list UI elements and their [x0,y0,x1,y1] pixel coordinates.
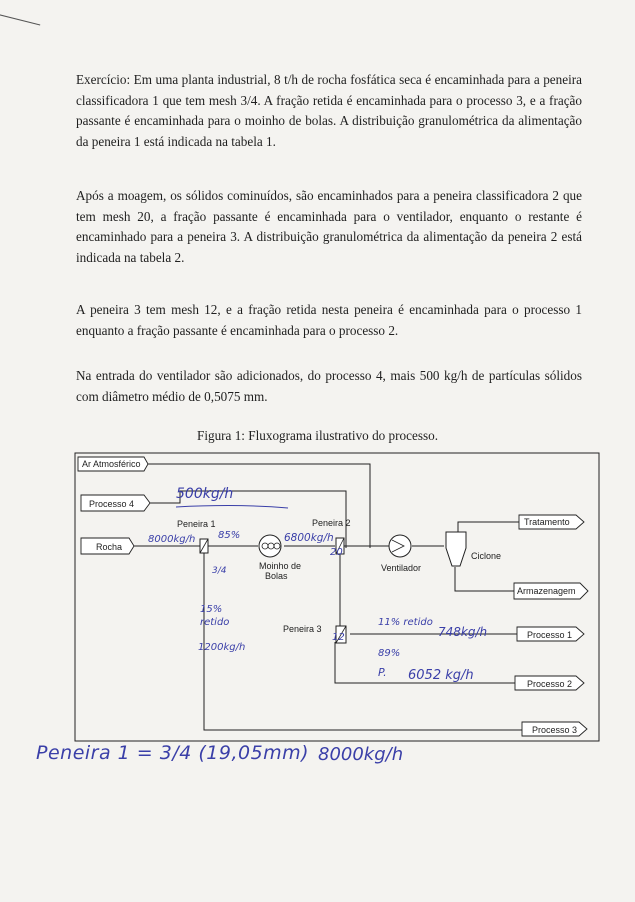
rocha-label: Rocha [96,542,123,552]
page-corner-line [0,0,44,25]
paragraph-peneira3: A peneira 3 tem mesh 12, e a fração retida nesta peneira é encaminhada para o processo 1 enquanto a fração passante é encaminhada para o processo 2. [76,302,582,338]
hand-p3-retido: 11% retido [378,617,433,628]
processo2-label: Processo 2 [527,679,573,689]
process-flowchart [74,452,604,744]
hand-p3-retido-flow: 748kg/h [438,625,488,639]
figure-caption: Figura 1: Fluxograma ilustrativo do processo. [196,428,438,443]
paragraph-exercise-intro: Exercício: Em uma planta industrial, 8 t/h de rocha fosfática seca é encaminhada para a peneira classificadora 1 que tem mesh 3/4. A fração retida é encaminhada para o processo 3, e a fração passante é encaminhada para o moinho de bolas. A distribuição granulométrica da alimentação da peneira 1 está indicada na tabela 1. [76,72,582,149]
moinho-label-line1: Moinho de [259,561,302,571]
hand-p1-retido-word: retido [200,617,230,628]
peneira2-label: Peneira 2 [312,518,351,528]
peneira1-label: Peneira 1 [177,519,216,529]
hand-p1-pct: 85% [218,530,241,541]
hand-p4-flow: 500kg/h [176,486,234,502]
peneira3-label: Peneira 3 [283,624,322,634]
processo3-label: Processo 3 [532,725,578,735]
hand-underline [176,506,288,508]
handwritten-note-peneira1: Peneira 1 = 3/4 (19,05mm) [36,742,310,764]
processo4-label: Processo 4 [89,499,135,509]
hand-p1-mesh: 3/4 [212,566,227,576]
moinho-label-line2: Bolas [265,571,288,581]
ar-atmosferico-label: Ar Atmosférico [82,459,141,469]
hand-p3-passante-flow: 6052 kg/h [408,668,474,683]
tratamento-label: Tratamento [524,517,570,527]
hand-p1-retido-pct: 15% [200,604,223,615]
hand-p2-flow: 6800kg/h [284,532,334,544]
ciclone-label: Ciclone [471,551,502,561]
hand-p1-retido-flow: 1200kg/h [198,642,246,653]
hand-p2-mesh: 20 [330,547,343,558]
paragraph-ventilador: Na entrada do ventilador são adicionados, do processo 4, mais 500 kg/h de partículas sólidos com diâmetro médio de 0,5075 mm. [76,368,582,404]
ventilador-label: Ventilador [381,563,422,573]
handwritten-note-flow: 8000kg/h [318,744,404,765]
ciclone-symbol [446,532,466,566]
hand-p3-mesh: 12 [332,632,345,643]
hand-p3-p: P. [378,666,387,679]
processo1-label: Processo 1 [527,630,573,640]
hand-rocha-flow: 8000kg/h [148,534,196,545]
paragraph-moagem: Após a moagem, os sólidos cominuídos, são encaminhados para a peneira classificadora 2 que tem mesh 20, a fração passante é encaminhada para o ventilador, enquanto o restante é encaminhado para a peneira 3. A distribuição granulométrica da alimentação da peneira 2 está indicada na tabela 2. [76,188,582,265]
armazenagem-label: Armazenagem [517,586,576,596]
hand-p3-pct: 89% [378,648,401,659]
ventilador-symbol [389,535,411,557]
